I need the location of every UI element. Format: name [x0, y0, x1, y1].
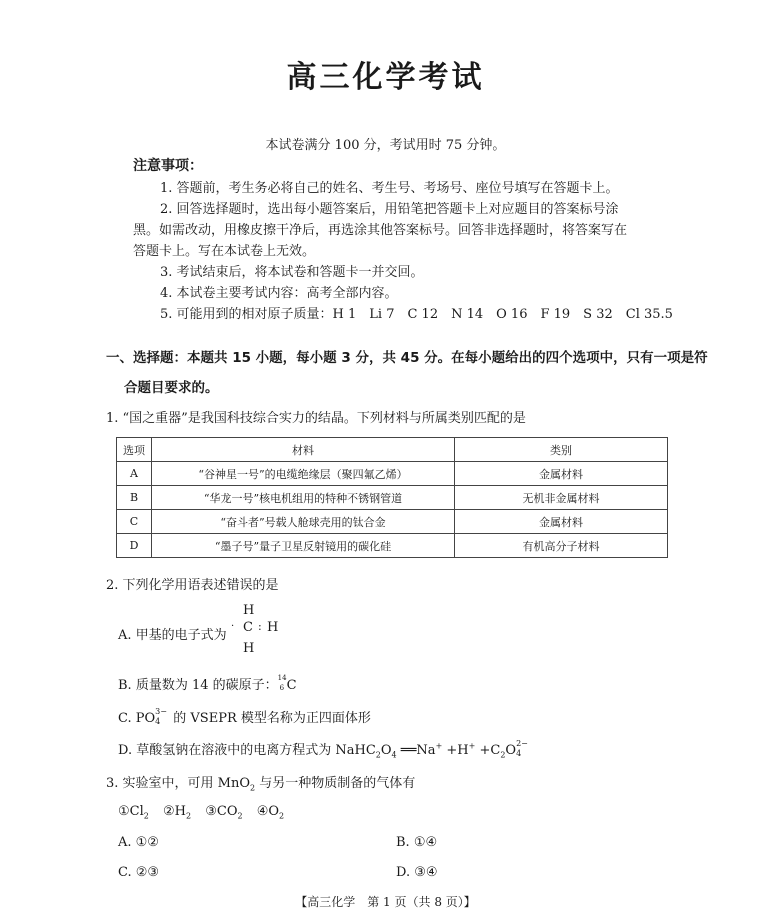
q3-option-a: A. ①②: [118, 835, 159, 850]
nuclide-symbol: C: [286, 678, 297, 693]
table-row: [117, 534, 668, 558]
q2-option-d: [118, 739, 530, 760]
nuclide-indices: [277, 673, 287, 692]
subscript: 2: [375, 750, 381, 760]
element: O: [380, 743, 392, 758]
table-header-row: [117, 438, 668, 462]
mass-number: 14: [277, 673, 287, 682]
subscript: 2: [279, 811, 285, 821]
materials-table: [116, 437, 668, 558]
table-header: 类别: [455, 438, 668, 462]
subscript: 2: [237, 811, 243, 821]
note-line: 3. 考试结束后，将本试卷和答题卡一并交回。: [160, 265, 424, 280]
note-line: 5. 可能用到的相对原子质量：H 1 Li 7 C 12 N 14 O 16 F 19 S 32 Cl 35.5: [160, 307, 673, 322]
table-cell: 金属材料: [455, 510, 668, 534]
atomic-number: 6: [279, 683, 285, 692]
table-row: [117, 462, 668, 486]
charge: +: [468, 741, 476, 751]
ion-charge: 3−: [155, 706, 167, 716]
table-row: [117, 510, 668, 534]
subscript: 2: [186, 811, 192, 821]
subscript: 2: [143, 811, 149, 821]
subscript: 2: [500, 750, 506, 760]
q3-option-d: D. ③④: [396, 865, 438, 880]
table-header: 材料: [152, 438, 455, 462]
subscript: 4: [391, 750, 397, 760]
element: O: [505, 743, 517, 758]
lewis-atom-right: H: [267, 620, 279, 635]
exam-title: 高三化学考试: [286, 60, 485, 95]
q2-c-text: 的 VSEPR 模型名称为正四面体形: [169, 711, 371, 726]
table-cell: 无机非金属材料: [455, 486, 668, 510]
lewis-atom-bottom: H: [243, 641, 255, 656]
note-line: 黑。如需改动，用橡皮擦干净后，再选涂其他答案标号。回答非选择题时，将答案写在: [133, 223, 628, 238]
q3-option-c: C. ②③: [118, 865, 160, 880]
q2-option-c: [118, 707, 371, 726]
note-line: 2. 回答选择题时，选出每小题答案后，用铅笔把答题卡上对应题目的答案标号涂: [160, 202, 619, 217]
ion-charge: 2−: [516, 738, 528, 748]
table-header: 选项: [117, 438, 152, 462]
gas-item: ①Cl: [118, 804, 144, 819]
equation-end: +C: [475, 743, 501, 758]
ion-indices: [516, 738, 530, 758]
q3-option-b: B. ①④: [396, 835, 438, 850]
exam-intro: 本试卷满分 100 分，考试用时 75 分钟。: [265, 138, 506, 153]
lewis-atom-top: H: [243, 603, 255, 618]
ion-subscript: 4: [516, 748, 522, 758]
q2-d-text: D. 草酸氢钠在溶液中的电离方程式为 NaHC: [118, 743, 376, 758]
q3-stem: [106, 772, 415, 793]
section-heading-cont: 合题目要求的。: [124, 380, 219, 396]
subscript: 2: [250, 783, 256, 793]
table-cell: D: [117, 534, 152, 558]
q1-stem: 1. “国之重器”是我国科技综合实力的结晶。下列材料与所属类别匹配的是: [106, 411, 526, 426]
ion-symbol: PO: [135, 711, 156, 726]
note-line: 答题卡上。写在本试卷上无效。: [133, 244, 316, 259]
q2-option-a: A. 甲基的电子式为: [118, 628, 227, 643]
q3-stem-a: 3. 实验室中，可用 MnO: [106, 776, 251, 791]
note-line: 4. 本试卷主要考试内容：高考全部内容。: [160, 286, 398, 301]
q3-gas-list: [118, 804, 284, 821]
table-cell: “墨子号”量子卫星反射镜用的碳化硅: [152, 534, 455, 558]
table-cell: B: [117, 486, 152, 510]
equation-arrow: ══Na: [396, 743, 436, 758]
note-line: 1. 答题前，考生务必将自己的姓名、考生号、考场号、座位号填写在答题卡上。: [160, 181, 619, 196]
table-row: [117, 486, 668, 510]
q2-option-b: [118, 674, 297, 693]
table-cell: “谷神星一号”的电缆绝缘层（聚四氟乙烯）: [152, 462, 455, 486]
q2-stem: 2. 下列化学用语表述错误的是: [106, 578, 279, 593]
lewis-bond-dots: :: [258, 620, 262, 633]
section-heading: 一、选择题：本题共 15 小题，每小题 3 分，共 45 分。在每小题给出的四个选项中，只有一项是符: [106, 350, 708, 366]
q2-c-label: C.: [118, 711, 136, 726]
ion-indices: [155, 706, 169, 726]
table-cell: 有机高分子材料: [455, 534, 668, 558]
lewis-atom-center: C: [243, 620, 253, 635]
ion-subscript: 4: [155, 716, 161, 726]
lewis-lone-dot: ·: [231, 621, 235, 632]
q2-b-text: B. 质量数为 14 的碳原子：: [118, 678, 278, 693]
gas-item: ③CO: [205, 804, 238, 819]
table-cell: “华龙一号”核电机组用的特种不锈钢管道: [152, 486, 455, 510]
q3-stem-b: 与另一种物质制备的气体有: [255, 776, 416, 791]
table-cell: A: [117, 462, 152, 486]
gas-item: ④O: [256, 804, 280, 819]
table-cell: 金属材料: [455, 462, 668, 486]
table-cell: “奋斗者”号载人舱球壳用的钛合金: [152, 510, 455, 534]
page-footer: 【高三化学 第 1 页（共 8 页）】: [295, 895, 476, 909]
table-cell: C: [117, 510, 152, 534]
methyl-lewis-structure: [231, 603, 286, 659]
equation-mid: +H: [442, 743, 469, 758]
charge: +: [435, 741, 443, 751]
gas-item: ②H: [163, 804, 186, 819]
notes-heading: 注意事项：: [133, 158, 203, 174]
